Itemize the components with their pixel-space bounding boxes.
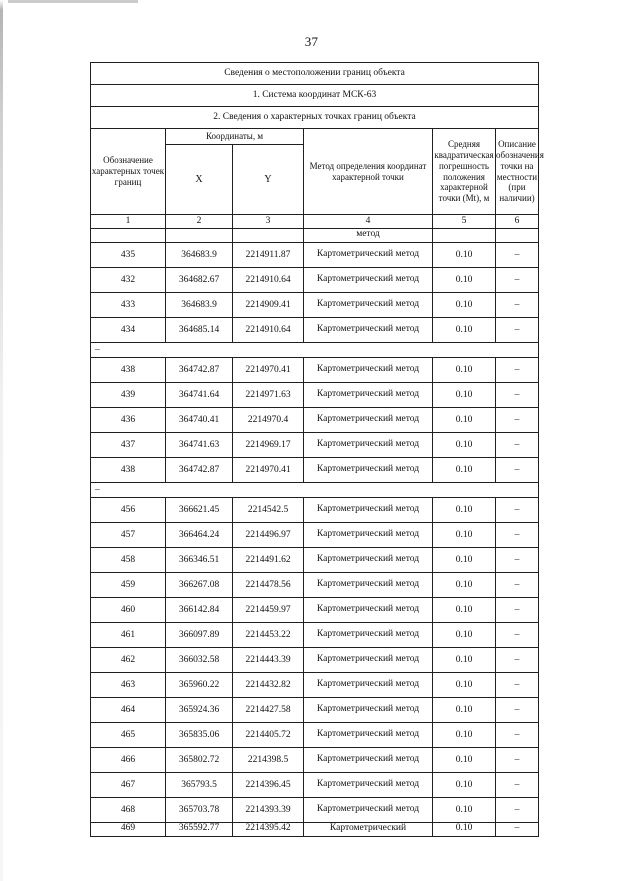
cell-point: 458 bbox=[91, 548, 166, 573]
cell-y: 2214478.56 bbox=[233, 573, 304, 598]
cell-method: Картометрический метод bbox=[304, 243, 433, 268]
cell-x bbox=[166, 229, 233, 243]
cell-x: 366097.89 bbox=[166, 623, 233, 648]
cell-error: 0.10 bbox=[433, 408, 496, 433]
cell-point: 463 bbox=[91, 673, 166, 698]
cell-method: Картометрический метод bbox=[304, 318, 433, 343]
cell-description: – bbox=[496, 243, 539, 268]
cell-y bbox=[233, 229, 304, 243]
cell-point: 467 bbox=[91, 773, 166, 798]
cell-error: 0.10 bbox=[433, 723, 496, 748]
cell-description: – bbox=[496, 498, 539, 523]
cell-description: – bbox=[496, 723, 539, 748]
cell-method: Картометрический метод bbox=[304, 383, 433, 408]
cell-y: 2214396.45 bbox=[233, 773, 304, 798]
cell-y: 2214405.72 bbox=[233, 723, 304, 748]
cell-x: 366346.51 bbox=[166, 548, 233, 573]
cell-method: Картометрический bbox=[304, 823, 433, 837]
cell-method: Картометрический метод bbox=[304, 408, 433, 433]
table-row bbox=[91, 243, 539, 268]
column-number-3: 3 bbox=[233, 215, 304, 229]
cell-method: Картометрический метод bbox=[304, 648, 433, 673]
cell-error: 0.10 bbox=[433, 698, 496, 723]
cell-description: – bbox=[496, 293, 539, 318]
cell-method: Картометрический метод bbox=[304, 293, 433, 318]
cell-description: – bbox=[496, 523, 539, 548]
cell-y: 2214491.62 bbox=[233, 548, 304, 573]
header-row-top bbox=[91, 129, 539, 145]
cell-point: 436 bbox=[91, 408, 166, 433]
cell-x: 365960.22 bbox=[166, 673, 233, 698]
cell-error: 0.10 bbox=[433, 773, 496, 798]
table-row bbox=[91, 433, 539, 458]
cell-point: 462 bbox=[91, 648, 166, 673]
cell-method: Картометрический метод bbox=[304, 698, 433, 723]
cell-method: Картометрический метод bbox=[304, 673, 433, 698]
cell-error: 0.10 bbox=[433, 358, 496, 383]
cell-description: – bbox=[496, 623, 539, 648]
cell-y: 2214971.63 bbox=[233, 383, 304, 408]
table-row bbox=[91, 293, 539, 318]
table-row bbox=[91, 673, 539, 698]
header-mean-square-error: Средняя квадратическая погрешность положения характерной точки (Mt), м bbox=[433, 129, 496, 215]
cell-error: 0.10 bbox=[433, 498, 496, 523]
cell-description: – bbox=[496, 268, 539, 293]
table-row-separator bbox=[91, 343, 539, 358]
cell-description: – bbox=[496, 673, 539, 698]
cell-y: 2214395.42 bbox=[233, 823, 304, 837]
cell-error: 0.10 bbox=[433, 268, 496, 293]
cell-y: 2214398.5 bbox=[233, 748, 304, 773]
cell-error: 0.10 bbox=[433, 823, 496, 837]
cell-x: 364683.9 bbox=[166, 293, 233, 318]
column-number-6: 6 bbox=[496, 215, 539, 229]
cell-description: – bbox=[496, 408, 539, 433]
table-row bbox=[91, 268, 539, 293]
cell-description: – bbox=[496, 433, 539, 458]
header-point-description: Описание обозначения точки на местности (при наличии) bbox=[496, 129, 539, 215]
header-coordinates-group: Координаты, м bbox=[166, 129, 304, 145]
cell-method: Картометрический метод bbox=[304, 573, 433, 598]
cell-y: 2214910.64 bbox=[233, 268, 304, 293]
cell-description: – bbox=[496, 773, 539, 798]
cell-point: 468 bbox=[91, 798, 166, 823]
header-point-designation: Обозначение характерных точек границ bbox=[91, 129, 166, 215]
cell-x: 364742.87 bbox=[166, 358, 233, 383]
cell-y: 2214542.5 bbox=[233, 498, 304, 523]
cell-method: Картометрический метод bbox=[304, 433, 433, 458]
column-number-1: 1 bbox=[91, 215, 166, 229]
cell-y: 2214432.82 bbox=[233, 673, 304, 698]
cell-description: – bbox=[496, 573, 539, 598]
cell-method: Картометрический метод bbox=[304, 358, 433, 383]
cell-method: Картометрический метод bbox=[304, 598, 433, 623]
cell-point: 469 bbox=[91, 823, 166, 837]
table-row-continuation bbox=[91, 229, 539, 243]
cell-y: 2214969.17 bbox=[233, 433, 304, 458]
table-row bbox=[91, 498, 539, 523]
cell-description: – bbox=[496, 648, 539, 673]
table-row bbox=[91, 548, 539, 573]
cell-error: 0.10 bbox=[433, 623, 496, 648]
table-banner-title: Сведения о местоположении границ объекта bbox=[91, 63, 539, 85]
section-characteristic-points: 2. Сведения о характерных точках границ объекта bbox=[91, 107, 539, 129]
column-number-4: 4 bbox=[304, 215, 433, 229]
cell-description: – bbox=[496, 318, 539, 343]
cell-point: 434 bbox=[91, 318, 166, 343]
table-row bbox=[91, 573, 539, 598]
cell-y: 2214911.87 bbox=[233, 243, 304, 268]
banner-row bbox=[91, 63, 539, 85]
cell-error: 0.10 bbox=[433, 318, 496, 343]
cell-x: 366621.45 bbox=[166, 498, 233, 523]
cell-point: 435 bbox=[91, 243, 166, 268]
table-row bbox=[91, 823, 539, 837]
cell-description: – bbox=[496, 598, 539, 623]
cell-point: 437 bbox=[91, 433, 166, 458]
cell-y: 2214970.41 bbox=[233, 358, 304, 383]
cell-method: Картометрический метод bbox=[304, 523, 433, 548]
page-number: 37 bbox=[304, 34, 319, 49]
cell-description: – bbox=[496, 383, 539, 408]
table-row bbox=[91, 798, 539, 823]
table-row bbox=[91, 383, 539, 408]
cell-error: 0.10 bbox=[433, 573, 496, 598]
cell-point: 461 bbox=[91, 623, 166, 648]
table-row-separator bbox=[91, 483, 539, 498]
cell-method: Картометрический метод bbox=[304, 498, 433, 523]
table-row bbox=[91, 458, 539, 483]
column-number-5: 5 bbox=[433, 215, 496, 229]
table-row bbox=[91, 523, 539, 548]
table-row bbox=[91, 723, 539, 748]
cell-description: – bbox=[496, 358, 539, 383]
cell-x: 365835.06 bbox=[166, 723, 233, 748]
cell-point: 438 bbox=[91, 358, 166, 383]
table-row bbox=[91, 748, 539, 773]
cell-x: 364741.64 bbox=[166, 383, 233, 408]
cell-y: 2214459.97 bbox=[233, 598, 304, 623]
cell-description: – bbox=[496, 698, 539, 723]
table-row bbox=[91, 773, 539, 798]
cell-x: 366267.08 bbox=[166, 573, 233, 598]
table-row bbox=[91, 623, 539, 648]
section-2-row bbox=[91, 107, 539, 129]
cell-method: Картометрический метод bbox=[304, 268, 433, 293]
cell-point bbox=[91, 229, 166, 243]
cell-point: 459 bbox=[91, 573, 166, 598]
separator-mark: – bbox=[91, 343, 539, 358]
cell-x: 365703.78 bbox=[166, 798, 233, 823]
cell-y: 2214909.41 bbox=[233, 293, 304, 318]
cell-method: Картометрический метод bbox=[304, 623, 433, 648]
cell-method: Картометрический метод bbox=[304, 548, 433, 573]
cell-point: 433 bbox=[91, 293, 166, 318]
cell-point: 438 bbox=[91, 458, 166, 483]
cell-description: – bbox=[496, 748, 539, 773]
cell-method: Картометрический метод bbox=[304, 798, 433, 823]
cell-method: Картометрический метод bbox=[304, 723, 433, 748]
cell-x: 365924.36 bbox=[166, 698, 233, 723]
cell-y: 2214970.4 bbox=[233, 408, 304, 433]
cell-x: 364740.41 bbox=[166, 408, 233, 433]
cell-x: 364682.67 bbox=[166, 268, 233, 293]
cell-x: 366464.24 bbox=[166, 523, 233, 548]
table-row bbox=[91, 598, 539, 623]
table-row bbox=[91, 318, 539, 343]
section-1-row bbox=[91, 85, 539, 107]
cell-error: 0.10 bbox=[433, 458, 496, 483]
cell-point: 432 bbox=[91, 268, 166, 293]
cell-method: Картометрический метод bbox=[304, 458, 433, 483]
cell-x: 364741.63 bbox=[166, 433, 233, 458]
cell-y: 2214910.64 bbox=[233, 318, 304, 343]
cell-error: 0.10 bbox=[433, 548, 496, 573]
cell-error: 0.10 bbox=[433, 798, 496, 823]
cell-x: 366032.58 bbox=[166, 648, 233, 673]
cell-error: 0.10 bbox=[433, 433, 496, 458]
cell-x: 364685.14 bbox=[166, 318, 233, 343]
table-row bbox=[91, 698, 539, 723]
cell-error: 0.10 bbox=[433, 523, 496, 548]
cell-point: 439 bbox=[91, 383, 166, 408]
cell-method: Картометрический метод bbox=[304, 748, 433, 773]
cell-x: 364683.9 bbox=[166, 243, 233, 268]
cell-y: 2214393.39 bbox=[233, 798, 304, 823]
cell-error: 0.10 bbox=[433, 243, 496, 268]
cell-y: 2214496.97 bbox=[233, 523, 304, 548]
cell-description: – bbox=[496, 823, 539, 837]
cell-y: 2214427.58 bbox=[233, 698, 304, 723]
cell-point: 460 bbox=[91, 598, 166, 623]
header-y: Y bbox=[233, 145, 304, 215]
cell-method: Картометрический метод bbox=[304, 773, 433, 798]
cell-error: 0.10 bbox=[433, 598, 496, 623]
separator-mark: – bbox=[91, 483, 539, 498]
header-determination-method: Метод определения координат характерной точки bbox=[304, 129, 433, 215]
table-row bbox=[91, 408, 539, 433]
cell-point: 465 bbox=[91, 723, 166, 748]
cell-error: 0.10 bbox=[433, 293, 496, 318]
cell-error: 0.10 bbox=[433, 648, 496, 673]
table-row bbox=[91, 648, 539, 673]
cell-error: 0.10 bbox=[433, 748, 496, 773]
section-coordinate-system: 1. Система координат МСК-63 bbox=[91, 85, 539, 107]
cell-x: 366142.84 bbox=[166, 598, 233, 623]
cell-description bbox=[496, 229, 539, 243]
column-number-2: 2 bbox=[166, 215, 233, 229]
cell-error bbox=[433, 229, 496, 243]
cell-point: 464 bbox=[91, 698, 166, 723]
cell-y: 2214970.41 bbox=[233, 458, 304, 483]
boundary-points-table bbox=[90, 62, 544, 837]
cell-description: – bbox=[496, 458, 539, 483]
cell-point: 457 bbox=[91, 523, 166, 548]
header-x: X bbox=[166, 145, 233, 215]
column-number-row bbox=[91, 215, 539, 229]
cell-y: 2214443.39 bbox=[233, 648, 304, 673]
cell-point: 466 bbox=[91, 748, 166, 773]
cell-point: 456 bbox=[91, 498, 166, 523]
cell-x: 365802.72 bbox=[166, 748, 233, 773]
cell-description: – bbox=[496, 798, 539, 823]
cell-x: 365793.5 bbox=[166, 773, 233, 798]
cell-error: 0.10 bbox=[433, 673, 496, 698]
cell-error: 0.10 bbox=[433, 383, 496, 408]
cell-x: 365592.77 bbox=[166, 823, 233, 837]
table-body bbox=[91, 63, 544, 837]
cell-y: 2214453.22 bbox=[233, 623, 304, 648]
table-row bbox=[91, 358, 539, 383]
cell-description: – bbox=[496, 548, 539, 573]
cell-x: 364742.87 bbox=[166, 458, 233, 483]
cell-method: метод bbox=[304, 229, 433, 243]
